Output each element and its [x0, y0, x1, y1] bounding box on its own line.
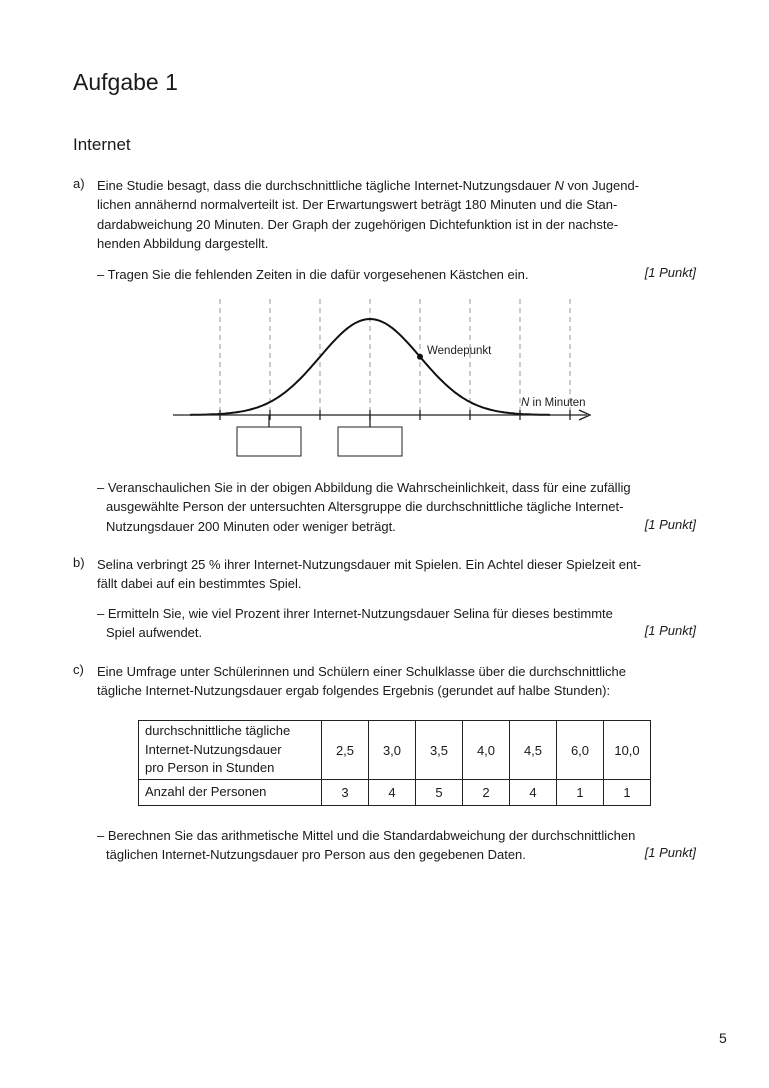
header-line: durchschnittliche tägliche: [145, 723, 291, 739]
table-cell: 6,0: [557, 721, 604, 780]
part-b-line: Selina verbringt 25 % ihrer Internet-Nutzungsdauer mit Spielen. Ein Achtel dieser Spielzeit ent-: [97, 557, 642, 572]
table-row: [139, 780, 651, 806]
table-cell: 3,5: [416, 721, 463, 780]
part-a-line: lichen annähernd normalverteilt ist. Der Erwartungswert beträgt 180 Minuten und die Stan-: [97, 197, 618, 213]
part-c-text: [97, 662, 626, 701]
part-b-task-line: Spiel aufwendet.: [106, 625, 203, 641]
part-b-text: [97, 555, 641, 594]
part-a-line: Eine Studie besagt, dass die durchschnittliche tägliche Internet-Nutzungsdauer N von Jugend-: [97, 178, 640, 193]
part-c-task: [97, 826, 635, 865]
task2-line: ausgewählte Person der untersuchten Altersgruppe die durchschnittliche tägliche Internet-: [106, 499, 624, 515]
table-cell: 3: [322, 780, 369, 806]
table-cell: 3,0: [369, 721, 416, 780]
table-cell: 5: [416, 780, 463, 806]
part-c-task-line: – Berechnen Sie das arithmetische Mittel und die Standardabweichung der durchschnittlichen: [97, 828, 636, 843]
table-row-header: [139, 721, 322, 780]
part-a-letter: a): [73, 176, 85, 191]
header-line: Internet-Nutzungsdauer: [145, 741, 282, 757]
table-cell: 4: [510, 780, 557, 806]
part-a-line: dardabweichung 20 Minuten. Der Graph der zugehörigen Dichtefunktion ist in der nachste-: [97, 216, 619, 232]
axis-unit: in Minuten: [532, 397, 586, 409]
axis-var: N: [521, 397, 530, 409]
part-c-task-line: täglichen Internet-Nutzungsdauer pro Person aus den gegebenen Daten.: [106, 847, 526, 863]
part-b-task: [97, 604, 613, 643]
part-b-letter: b): [73, 555, 85, 570]
wendepunkt-marker: [417, 354, 423, 360]
table-row: [139, 721, 651, 780]
table-cell: 4: [369, 780, 416, 806]
part-a-line: henden Abbildung dargestellt.: [97, 236, 269, 252]
part-a-task2: [97, 478, 631, 536]
part-c-task-points: [1 Punkt]: [644, 845, 696, 860]
table-cell: 1: [557, 780, 604, 806]
part-b-task-line: – Ermitteln Sie, wie viel Prozent ihrer Internet-Nutzungsdauer Selina für dieses bestimmte: [97, 606, 613, 621]
survey-table: [138, 720, 651, 806]
section-title: Internet: [73, 135, 131, 154]
part-a-task1-points: [1 Punkt]: [644, 265, 696, 280]
dashed-gridlines: [220, 299, 570, 415]
task2-line: Nutzungsdauer 200 Minuten oder weniger beträgt.: [106, 518, 396, 534]
part-c-line: Eine Umfrage unter Schülerinnen und Schülern einer Schulklasse über die durchschnittliche: [97, 664, 626, 679]
page-title: Aufgabe 1: [73, 69, 178, 95]
task2-line: – Veranschaulichen Sie in der obigen Abbildung die Wahrscheinlichkeit, dass für eine zufällig: [97, 480, 631, 495]
part-a-text: [97, 176, 639, 254]
header-line: pro Person in Stunden: [145, 760, 275, 776]
part-c-line: tägliche Internet-Nutzungsdauer ergab folgendes Ergebnis (gerundet auf halbe Stunden):: [97, 683, 611, 699]
table-cell: 4,5: [510, 721, 557, 780]
part-c-letter: c): [73, 662, 84, 677]
table-row-header: Anzahl der Personen: [139, 780, 322, 806]
part-a-task1: – Tragen Sie die fehlenden Zeiten in die dafür vorgesehenen Kästchen ein.: [97, 267, 529, 282]
part-b-task-points: [1 Punkt]: [644, 623, 696, 638]
table-cell: 2: [463, 780, 510, 806]
table-cell: 10,0: [604, 721, 651, 780]
density-figure: [165, 295, 605, 465]
part-a-task2-points: [1 Punkt]: [644, 517, 696, 532]
part-b-line: fällt dabei auf ein bestimmtes Spiel.: [97, 576, 302, 592]
table-cell: 4,0: [463, 721, 510, 780]
answer-box-2[interactable]: [338, 427, 402, 456]
wendepunkt-label: Wendepunkt: [427, 345, 492, 357]
table-cell: 1: [604, 780, 651, 806]
page-number: 5: [719, 1030, 727, 1046]
axis-label: [521, 397, 586, 409]
table-cell: 2,5: [322, 721, 369, 780]
answer-box-1[interactable]: [237, 427, 301, 456]
